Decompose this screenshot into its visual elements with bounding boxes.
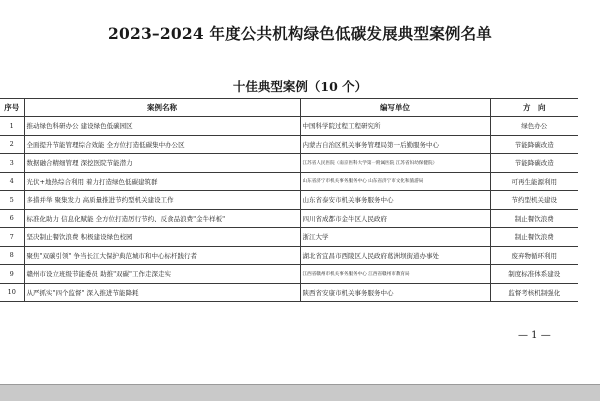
row-case-name: 全面提升节能管理综合效能 全方位打造低碳集中办公区	[24, 135, 300, 154]
row-seq: 4	[0, 172, 24, 191]
row-seq: 7	[0, 228, 24, 247]
row-direction: 制度标准体系建设	[490, 265, 578, 284]
row-seq: 8	[0, 246, 24, 265]
table-row	[0, 172, 578, 191]
row-author-unit: 内蒙古自治区机关事务管理局第一后勤服务中心	[300, 135, 490, 154]
section-subtitle: 十佳典型案例（10 个）	[232, 79, 368, 94]
page-number: — 1 —	[518, 330, 551, 341]
row-direction: 制止餐饮浪费	[490, 209, 578, 228]
table-row	[0, 209, 578, 228]
cases-table	[0, 98, 578, 302]
row-case-name: 标准化助力 信息化赋能 全方位打造厉行节约、反食品浪费"金牛样板"	[24, 209, 300, 228]
table-row	[0, 117, 578, 136]
row-seq: 3	[0, 154, 24, 173]
table-row	[0, 228, 578, 247]
table-row	[0, 135, 578, 154]
table-row	[0, 283, 578, 302]
row-author-unit: 山东省济宁市机关事务服务中心 山东省济宁市文化和旅游局	[300, 172, 490, 191]
row-seq: 9	[0, 265, 24, 284]
row-direction: 绿色办公	[490, 117, 578, 136]
table-row	[0, 246, 578, 265]
row-author-unit: 江西省赣州市机关事务服务中心 江西省赣州市教育局	[300, 265, 490, 284]
row-case-name: 光伏+地热综合利用 着力打造绿色低碳建筑群	[24, 172, 300, 191]
row-direction: 废弃物循环利用	[490, 246, 578, 265]
row-author-unit: 江苏省人民医院（南京医科大学第一附属医院 江苏省妇幼保健院）	[300, 154, 490, 173]
header-author-unit: 编写单位	[300, 99, 490, 117]
row-case-name: 赣州市设立班级节能委员 助推"双碳"工作走深走实	[24, 265, 300, 284]
row-author-unit: 四川省成都市金牛区人民政府	[300, 209, 490, 228]
row-case-name: 数据融合精细管理 深挖医院节能潜力	[24, 154, 300, 173]
header-case-name: 案例名称	[24, 99, 300, 117]
document-title: 2023–2024 年度公共机构绿色低碳发展典型案例名单	[107, 24, 493, 43]
row-author-unit: 陕西省安康市机关事务服务中心	[300, 283, 490, 302]
row-direction: 节约型机关建设	[490, 191, 578, 210]
row-author-unit: 中国科学院过程工程研究所	[300, 117, 490, 136]
row-case-name: 从严抓实"四个监督" 深入推进节能降耗	[24, 283, 300, 302]
row-seq: 10	[0, 283, 24, 302]
row-seq: 5	[0, 191, 24, 210]
row-seq: 6	[0, 209, 24, 228]
row-case-name: 多措并举 聚集发力 高质量推进节约型机关建设工作	[24, 191, 300, 210]
table-header-row	[0, 99, 578, 117]
page-bottom-edge	[0, 384, 600, 401]
row-author-unit: 山东省泰安市机关事务服务中心	[300, 191, 490, 210]
row-author-unit: 湖北省宜昌市西陵区人民政府葛洲坝街道办事处	[300, 246, 490, 265]
table-row	[0, 154, 578, 173]
row-seq: 1	[0, 117, 24, 136]
table-row	[0, 191, 578, 210]
row-case-name: 推动绿色科研办公 建设绿色低碳园区	[24, 117, 300, 136]
row-direction: 制止餐饮浪费	[490, 228, 578, 247]
row-case-name: 坚决制止餐饮浪费 积极建设绿色校园	[24, 228, 300, 247]
row-direction: 节能降碳改造	[490, 154, 578, 173]
row-seq: 2	[0, 135, 24, 154]
header-direction: 方 向	[490, 99, 578, 117]
table-row	[0, 265, 578, 284]
header-seq: 序号	[0, 99, 24, 117]
row-author-unit: 浙江大学	[300, 228, 490, 247]
row-case-name: 聚焦"双碳引领" 争当长江大保护典范城市和中心标杆践行者	[24, 246, 300, 265]
row-direction: 监督考核机制强化	[490, 283, 578, 302]
row-direction: 可再生能源利用	[490, 172, 578, 191]
row-direction: 节能降碳改造	[490, 135, 578, 154]
